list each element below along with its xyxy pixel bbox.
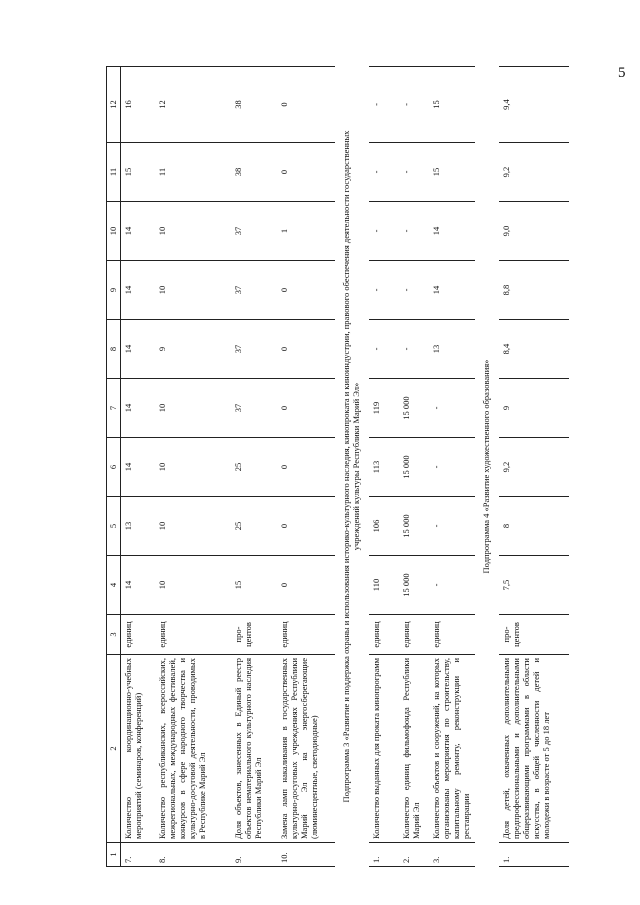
value-cell: 14: [121, 379, 155, 438]
row-number: 3.: [429, 843, 475, 867]
value-cell: -: [369, 261, 399, 320]
value-cell: 37: [231, 202, 277, 261]
value-cell: 7,5: [499, 556, 569, 615]
value-cell: -: [429, 379, 475, 438]
unit: единиц: [429, 615, 475, 655]
row-number: 1.: [369, 843, 399, 867]
value-cell: 14: [429, 202, 475, 261]
value-cell: 8: [499, 497, 569, 556]
header-cell: 6: [107, 438, 121, 497]
value-cell: -: [369, 320, 399, 379]
value-cell: 0: [277, 67, 335, 143]
value-cell: 13: [121, 497, 155, 556]
value-cell: 15 000: [399, 556, 429, 615]
value-cell: 38: [231, 143, 277, 202]
value-cell: -: [399, 67, 429, 143]
value-cell: 14: [429, 261, 475, 320]
value-cell: 14: [121, 202, 155, 261]
indicator-name: Количество координационно-учебных мероприятий (семинаров, конференций): [121, 655, 155, 843]
value-cell: 10: [155, 556, 231, 615]
value-cell: 15: [429, 143, 475, 202]
table-row: [369, 67, 399, 867]
value-cell: 10: [155, 497, 231, 556]
value-cell: 15: [121, 143, 155, 202]
value-cell: 15 000: [399, 497, 429, 556]
value-cell: 9: [499, 379, 569, 438]
value-cell: 14: [121, 556, 155, 615]
value-cell: 110: [369, 556, 399, 615]
value-cell: -: [429, 497, 475, 556]
row-number: 8.: [155, 843, 231, 867]
row-number: 1.: [499, 843, 569, 867]
value-cell: -: [369, 143, 399, 202]
header-cell: 8: [107, 320, 121, 379]
value-cell: 0: [277, 320, 335, 379]
value-cell: 37: [231, 320, 277, 379]
header-cell: 11: [107, 143, 121, 202]
value-cell: 15: [429, 67, 475, 143]
value-cell: 0: [277, 556, 335, 615]
header-cell: 5: [107, 497, 121, 556]
value-cell: 15 000: [399, 438, 429, 497]
table-row: [231, 67, 277, 867]
value-cell: 9,4: [499, 67, 569, 143]
value-cell: -: [399, 261, 429, 320]
row-number: 9.: [231, 843, 277, 867]
value-cell: 10: [155, 261, 231, 320]
value-cell: 8,4: [499, 320, 569, 379]
value-cell: 15 000: [399, 379, 429, 438]
value-cell: 9,0: [499, 202, 569, 261]
value-cell: 1: [277, 202, 335, 261]
value-cell: 14: [121, 438, 155, 497]
value-cell: -: [399, 320, 429, 379]
unit: единиц: [277, 615, 335, 655]
value-cell: 9,2: [499, 438, 569, 497]
page-number: 5: [618, 65, 626, 81]
value-cell: 25: [231, 438, 277, 497]
subprogram-heading-row: [475, 67, 499, 867]
value-cell: 9,2: [499, 143, 569, 202]
value-cell: 0: [277, 497, 335, 556]
row-number: 10.: [277, 843, 335, 867]
value-cell: 0: [277, 379, 335, 438]
header-cell: 9: [107, 261, 121, 320]
value-cell: 25: [231, 497, 277, 556]
table-row: [155, 67, 231, 867]
value-cell: 14: [121, 261, 155, 320]
value-cell: 106: [369, 497, 399, 556]
value-cell: 10: [155, 438, 231, 497]
subprogram-heading-row: [335, 67, 369, 867]
value-cell: -: [369, 67, 399, 143]
value-cell: 0: [277, 438, 335, 497]
value-cell: 37: [231, 379, 277, 438]
indicator-name: Замена ламп накаливания в государственных культурно-досуговых учреждениях Республики Марий Эл на энергосберегающие (люминесцентные, светодиодные): [277, 655, 335, 843]
value-cell: 10: [155, 202, 231, 261]
header-cell: 7: [107, 379, 121, 438]
header-row: [107, 67, 121, 867]
value-cell: 38: [231, 67, 277, 143]
table-row: [499, 67, 569, 867]
indicator-name: Количество республиканских, всероссийских, межрегиональных, международных фестивалей, конкурсов в сфере народного творчества и культурно-досуговой деятельности, проводимых в Республике Марий Эл: [155, 655, 231, 843]
value-cell: 9: [155, 320, 231, 379]
table-row: [277, 67, 335, 867]
subprogram-3-title: Подпрограмма 3 «Развитие и поддержка охраны и использования историко-культурного наследия, кинопроката и киноиндустрии, правового обеспечения деятельности государственных учреждений культуры Республики Марий Эл»: [340, 130, 361, 803]
value-cell: 119: [369, 379, 399, 438]
unit: единиц: [399, 615, 429, 655]
value-cell: 10: [155, 379, 231, 438]
value-cell: -: [429, 556, 475, 615]
indicator-name: Количество объектов и сооружений, на которых организованы мероприятия по строительству, капитальному ремонту, реконструкции и реставрации: [429, 655, 475, 843]
row-number: 2.: [399, 843, 429, 867]
value-cell: 16: [121, 67, 155, 143]
value-cell: 11: [155, 143, 231, 202]
indicator-name: Количество выданных для проката кинопрограмм: [369, 655, 399, 843]
value-cell: 8,8: [499, 261, 569, 320]
unit: про-центов: [231, 615, 277, 655]
value-cell: -: [429, 438, 475, 497]
unit: единиц: [121, 615, 155, 655]
rotated-table-container: [106, 67, 640, 867]
unit: про-центов: [499, 615, 569, 655]
table-row: [429, 67, 475, 867]
subprogram-4-title: Подпрограмма 4 «Развитие художественного образования»: [480, 359, 491, 574]
value-cell: -: [399, 143, 429, 202]
header-cell: 10: [107, 202, 121, 261]
header-cell: 2: [107, 655, 121, 843]
value-cell: -: [369, 202, 399, 261]
value-cell: 14: [121, 320, 155, 379]
value-cell: 37: [231, 261, 277, 320]
row-number: 7.: [121, 843, 155, 867]
value-cell: 0: [277, 143, 335, 202]
value-cell: 0: [277, 261, 335, 320]
header-cell: 3: [107, 615, 121, 655]
indicator-name: Доля объектов, занесенных в Единый реестр объектов нематериального культурного наследия Республики Марий Эл: [231, 655, 277, 843]
unit: единиц: [155, 615, 231, 655]
header-cell: 12: [107, 67, 121, 143]
indicator-name: Доля детей, охваченных дополнительными предпрофессиональными и дополнительными общеразвивающими программами в области искусства, в общей численности детей и молодежи в возрасте от 5 до 18 лет: [499, 655, 569, 843]
value-cell: 12: [155, 67, 231, 143]
table-row: [121, 67, 155, 867]
unit: единиц: [369, 615, 399, 655]
header-cell: 4: [107, 556, 121, 615]
value-cell: -: [399, 202, 429, 261]
value-cell: 13: [429, 320, 475, 379]
indicators-table: [106, 66, 569, 867]
header-cell: 1: [107, 843, 121, 867]
value-cell: 113: [369, 438, 399, 497]
indicator-name: Количество единиц фильмофонда Республики Марий Эл: [399, 655, 429, 843]
table-row: [399, 67, 429, 867]
value-cell: 15: [231, 556, 277, 615]
